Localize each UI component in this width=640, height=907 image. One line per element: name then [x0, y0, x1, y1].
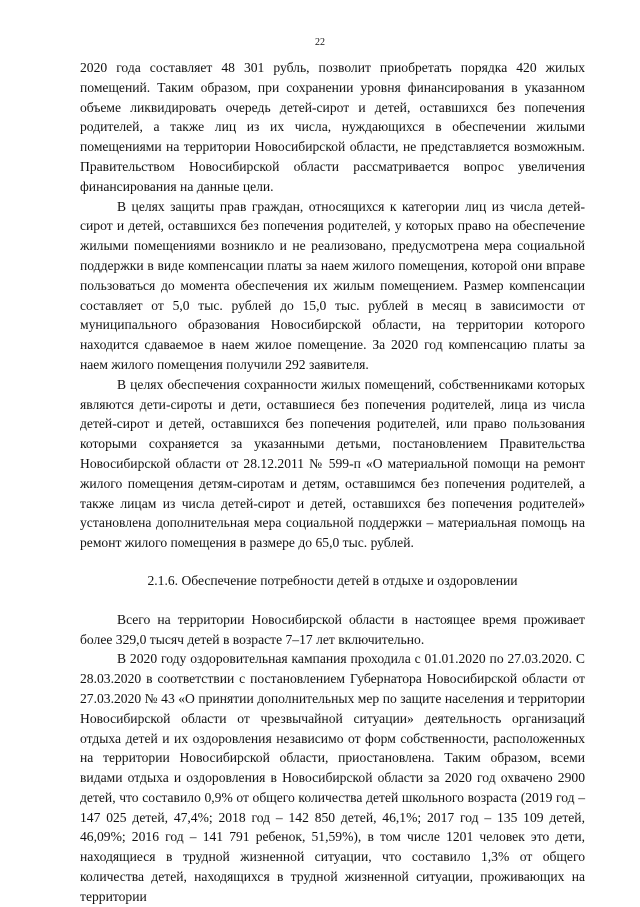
paragraph-rent-compensation: В целях защиты прав граждан, относящихся к категории лиц из числа детей-сирот и детей, оставшихся без попечения родителей, у которых право на обеспечение жилыми помещениями возникло и не реализовано, предусмотрена мера социальной поддержки в виде компенсации платы за наем жилого помещения, которой они вправе пользоваться до момента обеспечения их жилым помещением. Размер компенсации составляет от 5,0 тыс. рублей до 15,0 тыс. рублей в месяц в зависимости от муниципального образования Новосибирской области, на территории которого находится сдаваемое в наем жилое помещение. За 2020 год компенсацию платы за наем жилого помещения получили 292 заявителя.: [80, 198, 585, 372]
page-number: 22: [315, 37, 325, 48]
paragraph-recreation-campaign: В 2020 году оздоровительная кампания проходила с 01.01.2020 по 27.03.2020. С 28.03.2020 в соответствии с постановлением Губернатора Новосибирской области от 27.03.2020 № 43 «О принятии дополнительных мер по защите населения и территории Новосибирской области от чрезвычайной ситуации» деятельность организаций отдыха детей и их оздоровления независимо от форм собственности, расположенных на территории Новосибирской области, приостановлена. Таким образом, всеми видами отдыха и оздоровления в Новосибирской области за 2020 год охвачено 2900 детей, что составило 0,9% от общего количества детей школьного возраста (2019 год – 147 025 детей, 47,4%; 2018 год – 142 850 детей, 46,1%; 2017 год – 135 109 детей, 46,09%; 2016 год – 141 791 ребенок, 51,59%), в том числе 1201 человек это дети, находящиеся в трудной жизненной ситуации, что составило 1,3% от общего количества детей, находящихся в трудной жизненной ситуации, проживающих на территории: [80, 651, 585, 904]
paragraph-children-count: Всего на территории Новосибирской области в настоящее время проживает более 329,0 тысяч детей в возрасте 7–17 лет включительно.: [80, 611, 585, 647]
paragraph-housing-funding: 2020 года составляет 48 301 рубль, позволит приобретать порядка 420 жилых помещений. Таким образом, при сохранении уровня финансирования в указанном объеме ликвидировать очередь детей-сирот и детей, оставшихся без попечения родителей, а также лиц из их числа, нуждающихся в обеспечении жилыми помещениями на территории Новосибирской области, не представляется возможным. Правительством Новосибирской области рассматривается вопрос увеличения финансирования на данные цели.: [80, 60, 585, 194]
document-body: [80, 58, 585, 907]
paragraph-repair-assistance: В целях обеспечения сохранности жилых помещений, собственниками которых являются дети-сироты и дети, оставшиеся без попечения родителей, лица из числа детей-сирот и детей, оставшихся без попечения родителей, или право пользования которыми сохраняется за указанными детьми, постановлением Правительства Новосибирской области от 28.12.2011 № 599-п «О материальной помощи на ремонт жилого помещения детям-сиротам и детям, оставшимся без попечения родителей, а также лицам из числа детей-сирот и детей, оставшихся без попечения родителей» установлена дополнительная мера социальной поддержки – материальная помощь на ремонт жилого помещения в размере до 65,0 тыс. рублей.: [80, 376, 585, 551]
section-heading: 2.1.6. Обеспечение потребности детей в отдыхе и оздоровлении: [147, 572, 518, 588]
